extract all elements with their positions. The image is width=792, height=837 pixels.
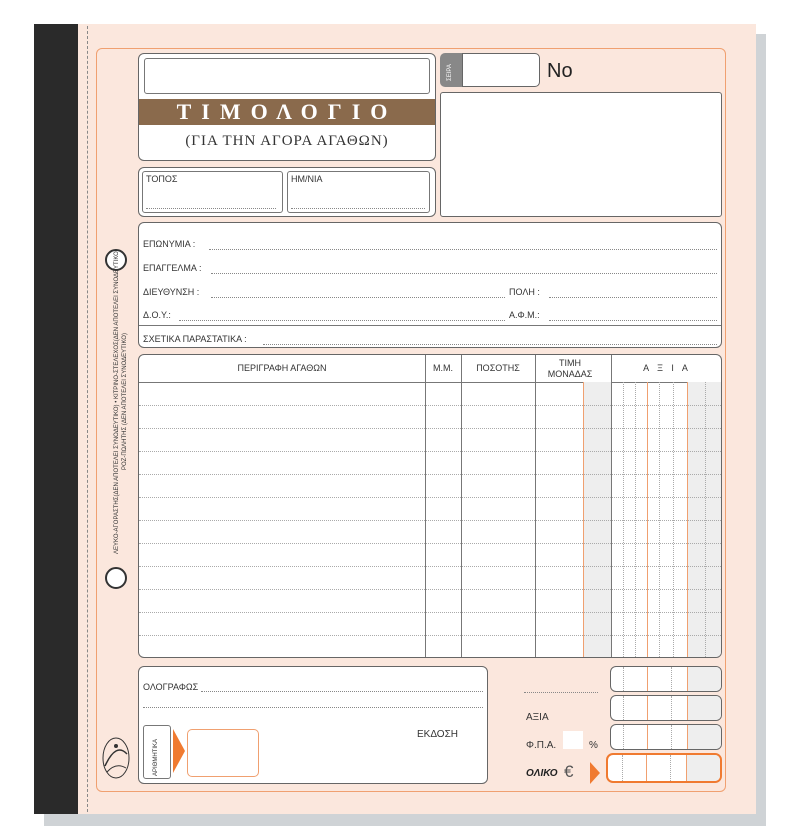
euro-icon: € <box>564 762 574 781</box>
col-header-quantity: ΠΟΣΟΤΗΣ <box>476 363 520 373</box>
place-date-block <box>138 167 436 217</box>
items-table <box>138 354 722 658</box>
vat-rate-field[interactable] <box>563 731 583 749</box>
related-docs-line[interactable] <box>263 344 717 345</box>
city-line[interactable] <box>549 297 717 298</box>
digit-line <box>647 696 648 721</box>
totals-top-line <box>524 692 598 693</box>
digit-line <box>622 755 623 783</box>
subtotal-box[interactable] <box>610 666 722 692</box>
stamp-area[interactable] <box>440 92 722 217</box>
table-row-line <box>139 520 722 521</box>
name-label: ΕΠΩΝΥΜΙΑ : <box>143 239 196 249</box>
digit-line <box>623 667 624 692</box>
table-row-line <box>139 428 722 429</box>
place-line <box>146 208 276 209</box>
date-line <box>291 208 425 209</box>
cents-strip <box>688 696 722 721</box>
digit-line <box>671 696 672 721</box>
table-row-line <box>139 589 722 590</box>
col-header-unit: Μ.Μ. <box>433 363 453 373</box>
digit-line <box>671 667 672 692</box>
date-label: ΗΜ/ΝΙΑ <box>291 174 323 184</box>
vat-amount-box[interactable] <box>610 724 722 750</box>
cents-strip <box>688 667 722 692</box>
table-row-line <box>139 566 722 567</box>
profession-line[interactable] <box>211 273 717 274</box>
related-docs-label: ΣΧΕΤΙΚΑ ΠΑΡΑΣΤΑΤΙΚΑ : <box>143 334 247 344</box>
value-label: ΑΞΙΑ <box>526 712 549 723</box>
orange-arrow-icon <box>173 729 185 773</box>
digit-line <box>646 755 647 783</box>
total-label: ΟΛΙΚΟ <box>526 768 558 779</box>
table-row-line <box>139 474 722 475</box>
cents-strip <box>688 725 722 750</box>
document-subtitle: (ΓΙΑ ΤΗΝ ΑΓΟΡΑ ΑΓΑΘΩΝ) <box>185 133 389 149</box>
number-label: No <box>547 60 573 82</box>
digit-line <box>647 725 648 750</box>
issuance-label: ΕΚΔΟΣΗ <box>417 729 458 740</box>
digit-line <box>670 755 671 783</box>
tax-office-line[interactable] <box>179 320 505 321</box>
numeric-tab <box>143 725 171 779</box>
digit-line <box>623 725 624 750</box>
address-line[interactable] <box>211 297 505 298</box>
profession-label: ΕΠΑΓΓΕΛΜΑ : <box>143 263 202 273</box>
vat-number-line[interactable] <box>549 320 717 321</box>
numeric-amount-field[interactable] <box>187 729 259 777</box>
table-row-line <box>139 635 722 636</box>
table-row-line <box>139 451 722 452</box>
series-field[interactable] <box>462 53 540 87</box>
col-header-unit-price: ΤΙΜΗ ΜΟΝΑΔΑΣ <box>547 358 593 379</box>
customer-divider <box>139 325 721 326</box>
tax-office-label: Δ.Ο.Υ.: <box>143 310 171 320</box>
binding-spine <box>34 24 78 814</box>
cents-strip <box>687 755 722 783</box>
in-words-line-2[interactable] <box>143 707 483 708</box>
numeric-tab-label: ΑΡΙΘΜΗΤΙΚΑ <box>153 738 159 776</box>
address-label: ΔΙΕΥΘΥΝΣΗ : <box>143 287 200 297</box>
vat-label: Φ.Π.Α. <box>526 740 557 751</box>
table-row-line <box>139 612 722 613</box>
series-tab <box>440 53 462 87</box>
perforation-line <box>87 26 88 812</box>
in-words-line-1[interactable] <box>201 691 483 692</box>
side-note-pink: ΡΟΖ-ΠΩΛΗΤΗΣ (ΔΕΝ ΑΠΟΤΕΛΕΙ ΣΥΝΟΔΕΥΤΙΚΟ) <box>122 333 128 470</box>
total-arrow-icon <box>590 762 600 784</box>
in-words-label: ΟΛΟΓΡΑΦΩΣ <box>143 682 199 692</box>
side-note-copies: ΛΕΥΚΟ-ΑΓΟΡΑΣΤΗΣ(ΔΕΝ ΑΠΟΤΕΛΕΙ ΣΥΝΟΔΕΥΤΙΚΟ) • ΚΙΤΡΙΝΟ-ΣΤΕΛΕΧΟΣ(ΔΕΝ ΑΠΟΤΕΛΕΙ ΣΥΝΟΔΕΥΤΙΚΟ) <box>114 249 120 554</box>
col-header-value: Α Ξ Ι Α <box>643 363 691 373</box>
title-block <box>138 53 436 161</box>
digit-line <box>647 667 648 692</box>
value-box[interactable] <box>610 695 722 721</box>
name-line[interactable] <box>209 249 717 250</box>
date-field[interactable] <box>287 171 430 213</box>
table-row-line <box>139 405 722 406</box>
vat-number-label: Α.Φ.Μ.: <box>509 310 540 320</box>
place-field[interactable] <box>142 171 283 213</box>
document-title: ΤΙΜΟΛΟΓΙΟ <box>139 99 435 125</box>
customer-info-block <box>138 222 722 348</box>
total-box[interactable] <box>606 753 722 783</box>
col-header-description: ΠΕΡΙΓΡΑΦΗ ΑΓΑΘΩΝ <box>237 363 327 373</box>
binder-hole-bottom <box>105 567 127 589</box>
table-row-line <box>139 543 722 544</box>
table-row-line <box>139 497 722 498</box>
publisher-logo-icon <box>100 728 132 786</box>
percent-sign: % <box>589 740 598 751</box>
digit-line <box>623 696 624 721</box>
issuer-field[interactable] <box>144 58 430 94</box>
series-tab-label: ΣΕΙΡΑ <box>447 64 453 81</box>
amount-in-words-block <box>138 666 488 784</box>
place-label: ΤΟΠΟΣ <box>146 174 178 184</box>
city-label: ΠΟΛΗ : <box>509 287 540 297</box>
digit-line <box>671 725 672 750</box>
